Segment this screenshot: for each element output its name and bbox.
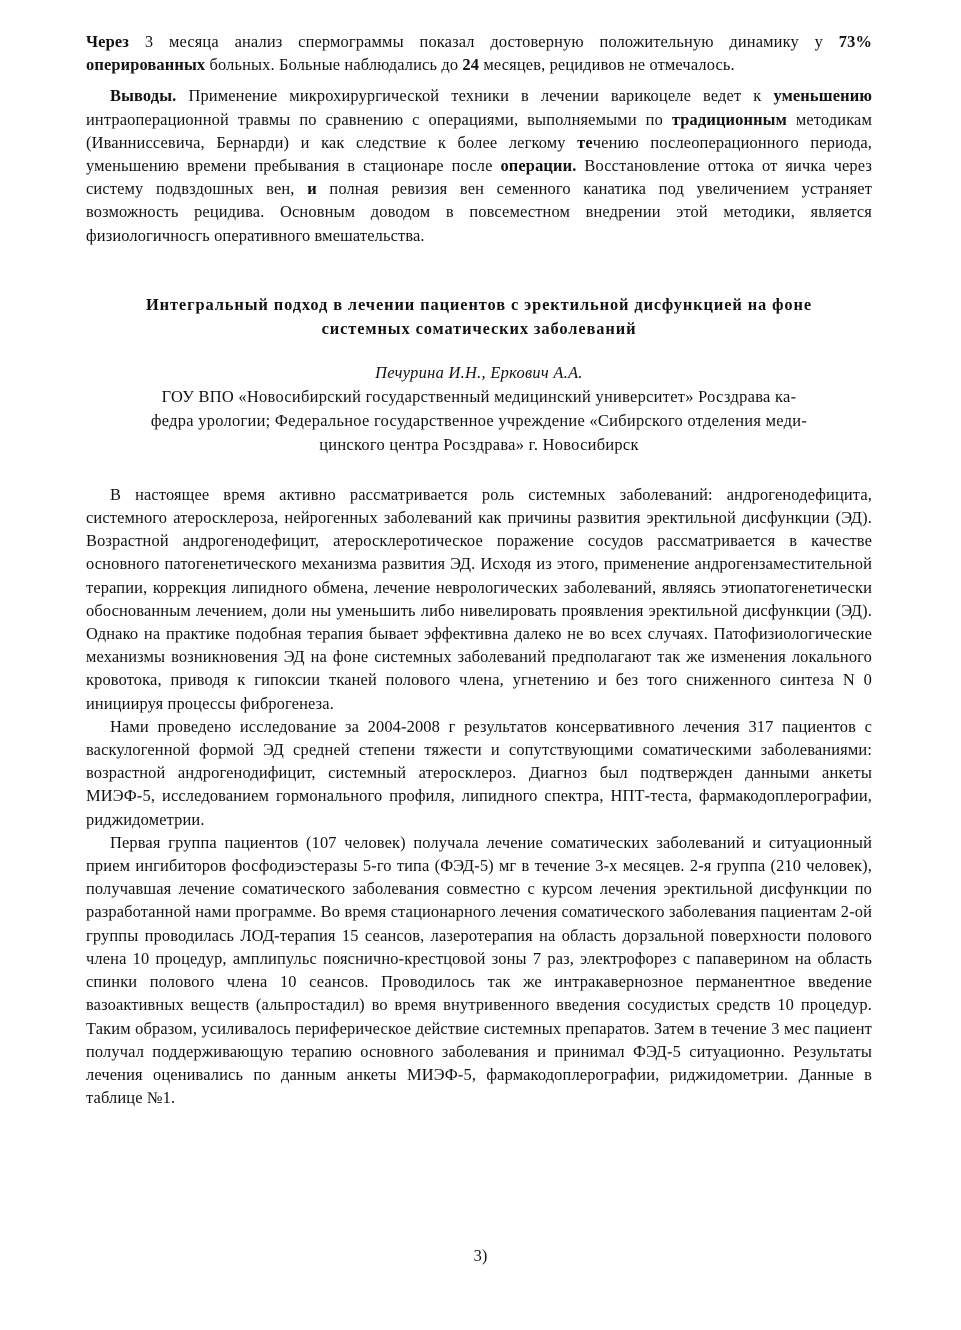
text-run: Выводы.	[110, 86, 177, 106]
article-title-line-2: системных соматических заболеваний	[321, 318, 637, 338]
text-run: чению послеоперационного периода, уменьшению времени пребывания в стационаре после	[86, 132, 872, 176]
body-paragraph-1: В настоящее время активно рассматривается роль системных заболеваний: андрогенодефицита, системного атеросклероза, нейрогенных заболеваний как причины развития эректильной дисфункции (ЭД). Возрастной андрогенодефицит, атеросклеротическое поражение сосудов рассматривается в качестве основного патогенетического механизма развития ЭД. Исходя из этого, применение андрогензаместительной терапии, коррекция липидного обмена, лечение неврологических заболеваний, являясь этиопатогенетически обоснованным лечением, доли ны уменьшить либо нивелировать проявления эректильной дисфункции (ЭД). Однако на практике подобная терапия бывает эффективна далеко не во всех случаях. Патофизиологические механизмы возникновения ЭД на фоне системных заболеваний предполагают так же изменения локального кровотока, приводя к гипоксии тканей полового члена, угнетению и без того сниженного синтеза N 0 инициируя процессы фиброгенеза.	[86, 484, 872, 713]
affiliation-line-3: цинского центра Росздрава» г. Новосибирск	[319, 434, 639, 454]
text-run: 3 месяца анализ спермограммы показал достоверную положительную динамику у	[129, 32, 839, 51]
affiliation-line-2: федра урологии; Федеральное государственное учреждение «Сибирского отделения меди-	[150, 410, 808, 430]
text-run: 24	[462, 55, 480, 75]
body-paragraph-2: Нами проведено исследование за 2004-2008 г результатов консервативного лечения 317 пациентов с васкулогенной формой ЭД средней степени тяжести и сопутствующими соматическими заболеваниями: возрастной андрогенодифицит, системный атеросклероз. Диагноз был подтвержден данными анкеты МИЭФ-5, исследованием гормонального профиля, липидного спектра, НПТ-теста, фармакодоплерографии, риджидометрии.	[86, 716, 872, 829]
body-paragraph-3: Первая группа пациентов (107 человек) получала лечение соматических заболеваний и ситуационный прием ингибиторов фосфодиэстеразы 5-го типа (ФЭД-5) мг в течение 3-х месяцев. 2-я группа (210 человек), получавшая лечение соматического заболевания совместно с курсом лечения эректильной дисфункции по разработанной нами программе. Во время стационарного лечения соматического заболевания пациентам 2-ой группы проводилась ЛОД-терапия 15 сеансов, лазеротерапия на область дорзальной поверхности полового члена 10 процедур, амплипульс пояснично-крестцовой зоны 7 раз, электрофорез с папаверином на область спинки полового члена 10 сеансов. Проводилось так же интракавернозное перманентное введение вазоактивных веществ (альпростадил) во время внутривенного введения сосудистых средств 10 процедур. Таким образом, усиливалось периферическое действие системных препаратов. Затем в течение 3 мес пациент получал поддерживающую терапию основного заболевания и принимал ФЭД-5 ситуационно. Результаты лечения оценивались по данным анкеты МИЭФ-5, фармакодоплерографии, риджидометрии. Данные в таблице №1.	[86, 832, 872, 1108]
text-run: полная ревизия вен семенного канатика под увеличением устраняет возможность рецидива. Основным доводом в повсеместном внедрении этой методики, является физиологичносгь оперативного вмешательства.	[86, 179, 873, 245]
intro-paragraph-conclusions	[86, 84, 872, 246]
document-page	[86, 30, 872, 1109]
text-run: Применение микрохирургической техники в лечении варикоцеле ведет к	[176, 86, 774, 106]
text-run: Восстановление оттока от яичка через систему подвздошных вен,	[86, 156, 872, 199]
page-number: 3)	[473, 1246, 488, 1265]
text-run: Через	[86, 32, 130, 51]
text-run: и	[307, 179, 317, 199]
text-run: уменьшению	[773, 86, 872, 106]
article-title-line-1: Интегральный подход в лечении пациентов с эректильной дисфункцией на фоне	[145, 294, 812, 314]
text-run: 73% оперированных	[86, 32, 872, 75]
text-run: больных. Больные наблюдались до	[205, 55, 463, 75]
article-authors: Печурина И.Н., Еркович А.А.	[375, 362, 583, 382]
affiliation-line-1: ГОУ ВПО «Новосибирский государственный медицинский университет» Росздрава ка-	[161, 386, 797, 406]
text-run: методикам (Иванниссевича, Бернарди) и как следствие к более легкому	[86, 109, 873, 152]
text-run: интраоперационной травмы по сравнению с операциями, выполняемыми по	[86, 109, 672, 129]
text-run: операции.	[500, 156, 577, 176]
text-run: месяцев, рецидивов не отмечалось.	[479, 55, 735, 75]
text-run: те	[577, 132, 593, 152]
text-run: традиционным	[671, 109, 787, 129]
intro-paragraph-results	[86, 30, 872, 76]
